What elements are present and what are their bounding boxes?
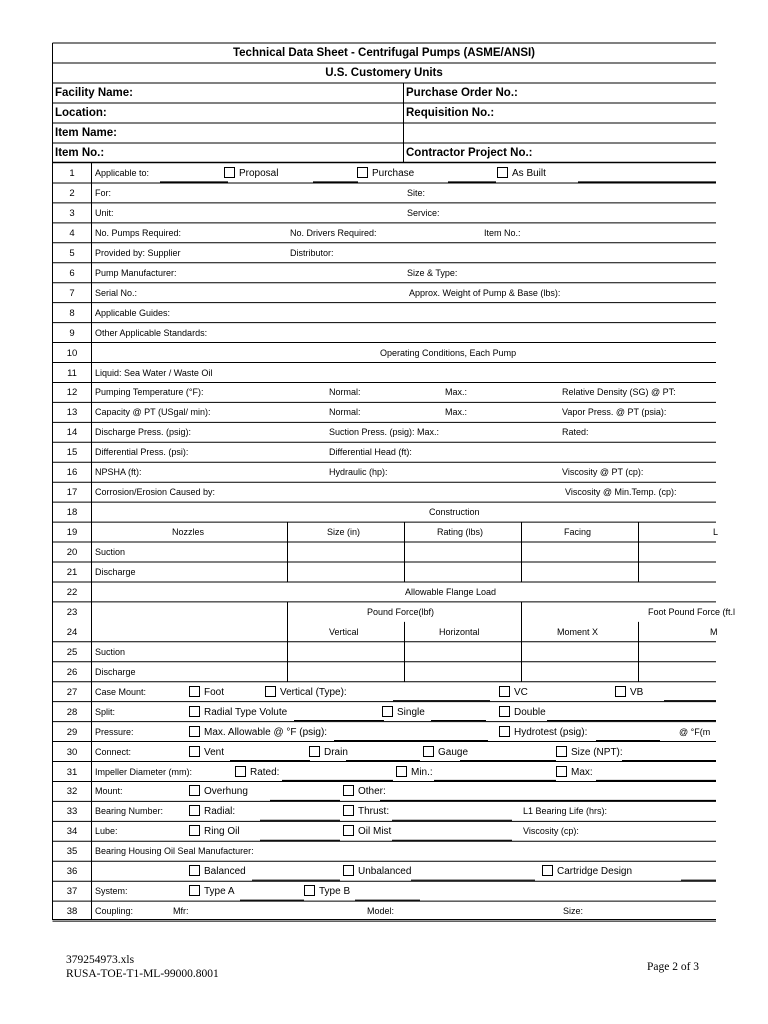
field-label: Rating (lbs) bbox=[437, 527, 484, 537]
checkbox[interactable] bbox=[189, 726, 200, 737]
checkbox[interactable] bbox=[499, 726, 510, 737]
field-label: Single bbox=[397, 707, 425, 718]
checkbox[interactable] bbox=[542, 865, 553, 876]
field-label: Max: bbox=[571, 767, 593, 778]
row-number: 26 bbox=[66, 667, 78, 678]
field-label: Viscosity @ Min.Temp. (cp): bbox=[565, 487, 677, 497]
field-label: Oil Mist bbox=[358, 826, 392, 837]
checkbox[interactable] bbox=[265, 686, 276, 697]
checkbox[interactable] bbox=[189, 706, 200, 717]
row-number: 21 bbox=[66, 567, 78, 578]
row-number: 8 bbox=[69, 308, 75, 319]
field-label: Viscosity @ PT (cp): bbox=[562, 467, 644, 477]
field-label: Double bbox=[514, 707, 546, 718]
field-label: Pressure: bbox=[95, 727, 134, 737]
row-number: 33 bbox=[66, 806, 78, 817]
field-label: For: bbox=[95, 188, 112, 198]
checkbox[interactable] bbox=[343, 785, 354, 796]
checkbox[interactable] bbox=[615, 686, 626, 697]
row-number: 4 bbox=[69, 228, 75, 239]
row-number: 1 bbox=[69, 168, 75, 179]
checkbox[interactable] bbox=[556, 746, 567, 757]
field-label: Max. Allowable @ °F (psig): bbox=[204, 727, 328, 738]
field-label: Coupling: bbox=[95, 906, 134, 916]
field-label: NPSHA (ft): bbox=[95, 467, 142, 477]
footer-page-number: Page 2 of 3 bbox=[647, 961, 700, 973]
field-label: Size (in) bbox=[327, 527, 361, 537]
field-label: Applicable Guides: bbox=[95, 308, 171, 318]
field-label: Model: bbox=[367, 906, 395, 916]
checkbox[interactable] bbox=[382, 706, 393, 717]
row-number: 7 bbox=[69, 288, 75, 299]
row-number: 2 bbox=[69, 188, 75, 199]
field-label: No. Pumps Required: bbox=[95, 228, 182, 238]
field-label: Allowable Flange Load bbox=[405, 587, 497, 597]
field-label: Foot Pound Force (ft.l bbox=[648, 607, 736, 617]
field-label: Bearing Number: bbox=[95, 806, 164, 816]
field-label: Vertical bbox=[329, 627, 359, 637]
field-label: Thrust: bbox=[358, 806, 390, 817]
field-label: Radial Type Volute bbox=[204, 707, 288, 718]
field-label: Pound Force(lbf) bbox=[367, 607, 435, 617]
row-number: 12 bbox=[66, 387, 78, 398]
field-label: Bearing Housing Oil Seal Manufacturer: bbox=[95, 846, 254, 856]
field-label: Relative Density (SG) @ PT: bbox=[562, 387, 676, 397]
row-number: 28 bbox=[66, 707, 78, 718]
field-label: Purchase bbox=[372, 168, 415, 179]
item-name-label: Item Name: bbox=[55, 127, 117, 139]
field-label: Mfr: bbox=[173, 906, 189, 916]
row-number: 9 bbox=[69, 328, 75, 339]
row-number: 14 bbox=[66, 427, 78, 438]
field-label: System: bbox=[95, 886, 128, 896]
field-label: Case Mount: bbox=[95, 687, 147, 697]
checkbox[interactable] bbox=[189, 785, 200, 796]
field-label: Operating Conditions, Each Pump bbox=[380, 348, 517, 358]
field-label: Differential Head (ft): bbox=[329, 447, 412, 457]
field-label: Distributor: bbox=[290, 248, 334, 258]
field-label: Pump Manufacturer: bbox=[95, 268, 177, 278]
checkbox[interactable] bbox=[309, 746, 320, 757]
field-label: @ °F(m bbox=[679, 727, 711, 737]
field-label: Vertical (Type): bbox=[280, 687, 347, 698]
row-number: 19 bbox=[66, 527, 78, 538]
item-no-label: Item No.: bbox=[55, 147, 105, 159]
checkbox[interactable] bbox=[189, 746, 200, 757]
row-number: 27 bbox=[66, 687, 78, 698]
field-label: Applicable to: bbox=[95, 168, 150, 178]
field-label: Rated: bbox=[562, 427, 589, 437]
field-label: Suction Press. (psig): Max.: bbox=[329, 427, 440, 437]
field-label: Rated: bbox=[250, 767, 280, 778]
field-label: M bbox=[710, 627, 718, 637]
row-number: 23 bbox=[66, 607, 78, 618]
row-number: 38 bbox=[66, 906, 78, 917]
field-label: Split: bbox=[95, 707, 116, 717]
field-label: Facing bbox=[564, 527, 592, 537]
field-label: Nozzles bbox=[172, 527, 205, 537]
requisition-label: Requisition No.: bbox=[406, 107, 495, 119]
field-label: Type B bbox=[319, 886, 351, 897]
field-label: Vapor Press. @ PT (psia): bbox=[562, 407, 667, 417]
checkbox[interactable] bbox=[497, 167, 508, 178]
checkbox[interactable] bbox=[189, 686, 200, 697]
field-label: Cartridge Design bbox=[557, 866, 633, 877]
checkbox[interactable] bbox=[343, 865, 354, 876]
field-label: Unit: bbox=[95, 208, 114, 218]
row-number: 18 bbox=[66, 507, 78, 518]
contractor-project-label: Contractor Project No.: bbox=[406, 147, 533, 159]
field-label: Normal: bbox=[329, 387, 361, 397]
field-label: Discharge Press. (psig): bbox=[95, 427, 192, 437]
checkbox[interactable] bbox=[556, 766, 567, 777]
row-number: 32 bbox=[66, 786, 78, 797]
field-label: Corrosion/Erosion Caused by: bbox=[95, 487, 216, 497]
field-label: L1 Bearing Life (hrs): bbox=[523, 806, 608, 816]
field-label: Min.: bbox=[411, 767, 433, 778]
field-label: Max.: bbox=[445, 407, 468, 417]
field-label: Overhung bbox=[204, 786, 248, 797]
field-label: Size (NPT): bbox=[571, 747, 623, 758]
field-label: Other Applicable Standards: bbox=[95, 328, 208, 338]
row-number: 37 bbox=[66, 886, 78, 897]
row-number: 35 bbox=[66, 846, 78, 857]
field-label: Approx. Weight of Pump & Base (lbs): bbox=[409, 288, 561, 298]
row-number: 6 bbox=[69, 268, 75, 279]
field-label: Balanced bbox=[204, 866, 246, 877]
checkbox[interactable] bbox=[189, 885, 200, 896]
location-label: Location: bbox=[55, 107, 107, 119]
field-label: Impeller Diameter (mm): bbox=[95, 767, 193, 777]
field-label: Size & Type: bbox=[407, 268, 458, 278]
row-number: 24 bbox=[66, 627, 78, 638]
field-label: Viscosity (cp): bbox=[523, 826, 579, 836]
field-label: Vent bbox=[204, 747, 225, 758]
field-label: Lube: bbox=[95, 826, 118, 836]
footer-doc-code: RUSA-TOE-T1-ML-99000.8001 bbox=[66, 968, 219, 980]
checkbox[interactable] bbox=[235, 766, 246, 777]
field-label: Capacity @ PT (USgal/ min): bbox=[95, 407, 211, 417]
checkbox[interactable] bbox=[189, 805, 200, 816]
row-number: 29 bbox=[66, 727, 78, 738]
row-number: 5 bbox=[69, 248, 75, 259]
row-number: 11 bbox=[67, 368, 77, 379]
row-number: 34 bbox=[66, 826, 78, 837]
checkbox[interactable] bbox=[423, 746, 434, 757]
field-label: Foot bbox=[204, 687, 225, 698]
row-number: 3 bbox=[69, 208, 75, 219]
row-number: 13 bbox=[66, 407, 78, 418]
checkbox[interactable] bbox=[499, 686, 510, 697]
checkbox[interactable] bbox=[343, 805, 354, 816]
field-label: Hydrotest (psig): bbox=[514, 727, 588, 738]
field-label: No. Drivers Required: bbox=[290, 228, 377, 238]
field-label: Radial: bbox=[204, 806, 236, 817]
field-label: Mount: bbox=[95, 786, 123, 796]
checkbox[interactable] bbox=[189, 825, 200, 836]
checkbox[interactable] bbox=[189, 865, 200, 876]
field-label: Provided by: Supplier bbox=[95, 248, 181, 258]
checkbox[interactable] bbox=[357, 167, 368, 178]
row-number: 15 bbox=[66, 447, 78, 458]
row-number: 36 bbox=[66, 866, 78, 877]
field-label: Liquid: Sea Water / Waste Oil bbox=[95, 368, 213, 378]
field-label: Suction bbox=[95, 647, 126, 657]
field-label: VB bbox=[630, 687, 644, 698]
field-label: Suction bbox=[95, 547, 126, 557]
row-number: 17 bbox=[66, 487, 78, 498]
field-label: Max.: bbox=[445, 387, 468, 397]
field-label: As Built bbox=[512, 168, 546, 179]
field-label: Proposal bbox=[239, 168, 279, 179]
sheet-title: Technical Data Sheet - Centrifugal Pumps (ASME/ANSI) bbox=[232, 47, 536, 59]
field-label: VC bbox=[514, 687, 528, 698]
field-label: Serial No.: bbox=[95, 288, 138, 298]
checkbox[interactable] bbox=[224, 167, 235, 178]
row-number: 20 bbox=[66, 547, 78, 558]
field-label: Discharge bbox=[95, 667, 136, 677]
field-label: Type A bbox=[204, 886, 235, 897]
row-number: 30 bbox=[66, 747, 78, 758]
row-number: 16 bbox=[66, 467, 78, 478]
row-number: 22 bbox=[66, 587, 78, 598]
footer-file-name: 379254973.xls bbox=[66, 954, 135, 966]
field-label: Size: bbox=[563, 906, 584, 916]
field-label: Hydraulic (hp): bbox=[329, 467, 388, 477]
field-label: L bbox=[713, 527, 719, 537]
purchase-order-label: Purchase Order No.: bbox=[406, 87, 518, 99]
field-label: Pumping Temperature (°F): bbox=[95, 387, 204, 397]
field-label: Service: bbox=[407, 208, 440, 218]
field-label: Ring Oil bbox=[204, 826, 240, 837]
field-label: Connect: bbox=[95, 747, 132, 757]
field-label: Gauge bbox=[438, 747, 469, 758]
facility-name-label: Facility Name: bbox=[55, 87, 133, 99]
field-label: Construction bbox=[429, 507, 480, 517]
field-label: Unbalanced bbox=[358, 866, 412, 877]
field-label: Normal: bbox=[329, 407, 361, 417]
field-label: Discharge bbox=[95, 567, 136, 577]
row-number: 25 bbox=[66, 647, 78, 658]
field-label: Moment X bbox=[557, 627, 599, 637]
field-label: Horizontal bbox=[439, 627, 480, 637]
field-label: Other: bbox=[358, 786, 386, 797]
field-label: Item No.: bbox=[484, 228, 521, 238]
checkbox[interactable] bbox=[499, 706, 510, 717]
checkbox[interactable] bbox=[343, 825, 354, 836]
sheet-subtitle: U.S. Customery Units bbox=[325, 67, 443, 79]
field-label: Drain bbox=[324, 747, 348, 758]
row-number: 31 bbox=[66, 767, 78, 778]
checkbox[interactable] bbox=[396, 766, 407, 777]
field-label: Site: bbox=[407, 188, 426, 198]
checkbox[interactable] bbox=[304, 885, 315, 896]
field-label: Differential Press. (psi): bbox=[95, 447, 189, 457]
row-number: 10 bbox=[66, 348, 78, 359]
